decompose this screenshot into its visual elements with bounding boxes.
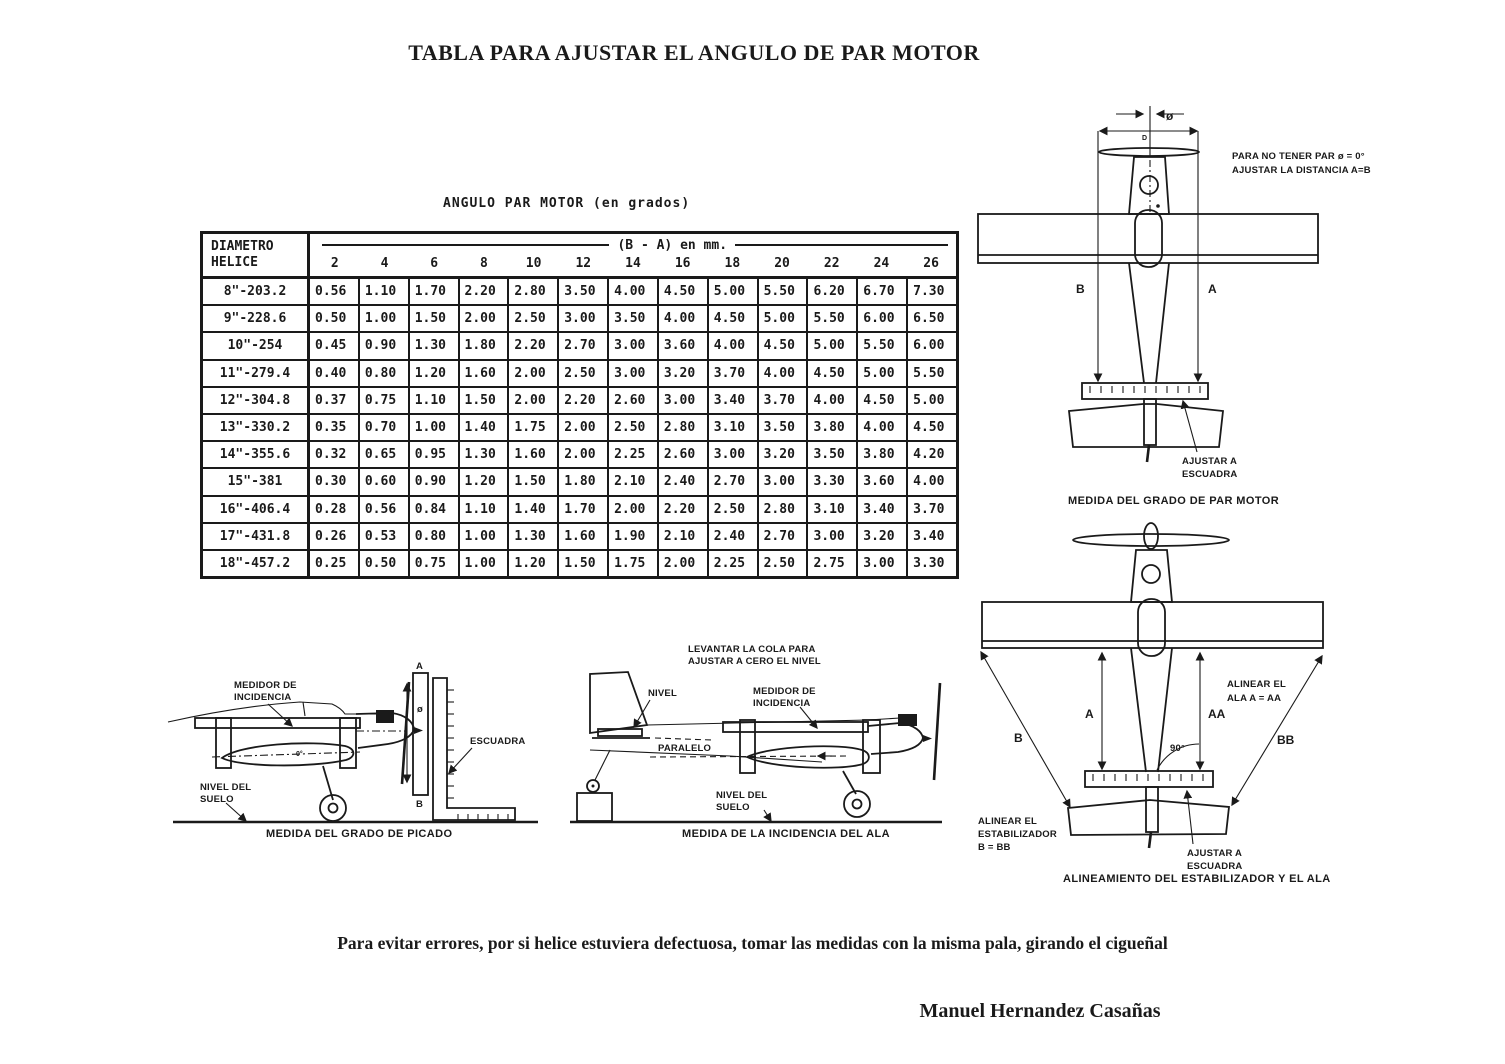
- table-cell: 0.53: [360, 524, 410, 549]
- table-cell: 2.00: [559, 415, 609, 440]
- table-cell: 2.00: [609, 497, 659, 522]
- table-cell: 1.00: [460, 551, 510, 576]
- table-cell: 1.75: [509, 415, 559, 440]
- table-cell: 2.25: [709, 551, 759, 576]
- table-cell: 3.00: [609, 333, 659, 358]
- table-cell: 3.10: [808, 497, 858, 522]
- table-cell: 0.65: [360, 442, 410, 467]
- table-cell: 2.00: [509, 361, 559, 386]
- align-stab-note-line3: B = BB: [978, 842, 1011, 853]
- zero-degree-label: 0°: [296, 751, 303, 758]
- table-cell: 2.80: [759, 497, 809, 522]
- author-signature: Manuel Hernandez Casañas: [919, 1000, 1161, 1022]
- table-row: [203, 442, 956, 469]
- table-cell: 1.50: [509, 469, 559, 494]
- table-row: [203, 415, 956, 442]
- table-cell: 2.70: [709, 469, 759, 494]
- torque-note-line1: PARA NO TENER PAR ø = 0°: [1232, 151, 1365, 162]
- table-cell: 0.95: [410, 442, 460, 467]
- row-header: 17"-431.8: [203, 524, 310, 549]
- row-header: 18"-457.2: [203, 551, 310, 576]
- phi-symbol: ø: [1166, 109, 1174, 123]
- table-cell: 1.10: [360, 279, 410, 304]
- table-cell: 0.80: [410, 524, 460, 549]
- table-cell: 2.75: [808, 551, 858, 576]
- table-cell: 4.50: [808, 361, 858, 386]
- table-cell: 1.30: [460, 442, 510, 467]
- table-cell: 2.80: [509, 279, 559, 304]
- table-cell: 0.50: [310, 306, 360, 331]
- align-stab-note-line1: ALINEAR EL: [978, 816, 1037, 827]
- table-cell: 6.20: [808, 279, 858, 304]
- table-cell: 5.50: [858, 333, 908, 358]
- table-cell: 4.20: [913, 447, 945, 463]
- label-a: A: [416, 661, 424, 672]
- table-cell: 1.20: [410, 361, 460, 386]
- incidence-meter-label-line2: INCIDENCIA: [234, 692, 292, 703]
- table-cell: 1.60: [509, 442, 559, 467]
- table-cell: 2.60: [659, 442, 709, 467]
- table-cell: 3.40: [709, 388, 759, 413]
- table-cell: 1.40: [509, 497, 559, 522]
- table-cell: 3.00: [808, 524, 858, 549]
- incidence-meter-label-line1: MEDIDOR DE: [753, 686, 816, 697]
- column-header: 10: [525, 256, 542, 271]
- ground-level-label-line2: SUELO: [200, 794, 234, 805]
- table-cell: 5.00: [709, 279, 759, 304]
- table-cell: 3.00: [559, 306, 609, 331]
- row-header: 12"-304.8: [203, 388, 310, 413]
- table-cell: 3.50: [559, 279, 609, 304]
- table-cell: 3.00: [858, 551, 908, 576]
- row-header: 9"-228.6: [203, 306, 310, 331]
- column-header: 14: [625, 256, 641, 271]
- table-cell: 5.00: [808, 333, 858, 358]
- table-cell: 2.10: [659, 524, 709, 549]
- row-header: 10"-254: [203, 333, 310, 358]
- table-cell: 1.50: [460, 388, 510, 413]
- table-row: [203, 333, 956, 360]
- adjust-square-line2: ESCUADRA: [1182, 469, 1238, 480]
- phi-symbol: ø: [417, 704, 424, 715]
- label-a: A: [1208, 282, 1217, 296]
- table-cell: 4.50: [659, 279, 709, 304]
- table-cell: 5.00: [759, 306, 809, 331]
- ruler-ticks: [1090, 386, 1200, 393]
- adjust-square-line1: AJUSTAR A: [1182, 456, 1238, 467]
- table-cell: 3.20: [858, 524, 908, 549]
- label-b: B: [1076, 282, 1085, 296]
- table-row: [203, 361, 956, 388]
- column-header: 2: [330, 256, 339, 271]
- align-stab-note-line2: ESTABILIZADOR: [978, 829, 1057, 840]
- table-cell: 2.40: [659, 469, 709, 494]
- column-header: 20: [774, 256, 790, 271]
- page-title: TABLA PARA AJUSTAR EL ANGULO DE PAR MOTOR: [408, 40, 980, 65]
- header-rule-left: [322, 244, 609, 246]
- ground-level-label-line1: NIVEL DEL: [200, 782, 252, 793]
- table-row: [203, 551, 956, 576]
- table-cell: 1.00: [410, 415, 460, 440]
- table-row: [203, 497, 956, 524]
- row-header-line1: DIAMETRO: [211, 239, 274, 254]
- table-cell: 3.50: [759, 415, 809, 440]
- table-header: [203, 234, 956, 279]
- table-cell: 3.60: [858, 469, 908, 494]
- header-rule-right: [735, 244, 948, 246]
- table-cell: 2.20: [559, 388, 609, 413]
- align-wing-note-line1: ALINEAR EL: [1227, 679, 1286, 690]
- table-cell: 5.50: [808, 306, 858, 331]
- table-cell: 2.50: [609, 415, 659, 440]
- row-header: 14"-355.6: [203, 442, 310, 467]
- label-b: B: [1014, 731, 1023, 745]
- table-cell: 2.20: [509, 333, 559, 358]
- column-headers-row: [310, 256, 956, 276]
- table-cell: 0.28: [310, 497, 360, 522]
- diagram-caption: MEDIDA DEL GRADO DE PICADO: [266, 828, 453, 840]
- table-cell: 1.50: [410, 306, 460, 331]
- table-cell: 1.90: [609, 524, 659, 549]
- table-cell: 2.00: [559, 442, 609, 467]
- table-cell: 5.00: [913, 392, 945, 408]
- square-label: ESCUADRA: [470, 736, 526, 747]
- table-row: [203, 469, 956, 496]
- table-cell: 2.00: [460, 306, 510, 331]
- row-header: 13"-330.2: [203, 415, 310, 440]
- align-wing-note-line2: ALA A = AA: [1227, 693, 1282, 704]
- table-cell: 0.75: [360, 388, 410, 413]
- lift-tail-note-line2: AJUSTAR A CERO EL NIVEL: [688, 656, 821, 667]
- table-cell: 3.30: [808, 469, 858, 494]
- column-header: 24: [873, 256, 890, 271]
- column-header: 26: [923, 256, 939, 271]
- table-cell: 0.40: [310, 361, 360, 386]
- table-cell: 3.00: [609, 361, 659, 386]
- table-cell: 0.30: [310, 469, 360, 494]
- table-cell: 6.00: [858, 306, 908, 331]
- ruler-ticks: [1093, 774, 1203, 781]
- table-cell: 2.50: [509, 306, 559, 331]
- table-cell: 0.84: [410, 497, 460, 522]
- table-cell: 2.40: [709, 524, 759, 549]
- table-cell: 0.50: [360, 551, 410, 576]
- diagram-caption: MEDIDA DEL GRADO DE PAR MOTOR: [1068, 495, 1280, 507]
- table-cell: 2.80: [659, 415, 709, 440]
- table-row: [203, 388, 956, 415]
- torque-angle-table: [200, 231, 959, 579]
- table-row: [203, 524, 956, 551]
- table-cell: 3.50: [808, 442, 858, 467]
- table-cell: 4.00: [913, 474, 945, 490]
- table-cell: 0.80: [360, 361, 410, 386]
- table-cell: 0.35: [310, 415, 360, 440]
- diagram-alineamiento: [960, 520, 1505, 910]
- incidence-meter-label-line2: INCIDENCIA: [753, 698, 811, 709]
- row-header: 11"-279.4: [203, 361, 310, 386]
- square-ticks: [447, 690, 508, 820]
- lift-tail-note-line1: LEVANTAR LA COLA PARA: [688, 644, 816, 655]
- table-cell: 5.00: [858, 361, 908, 386]
- column-header: 6: [430, 256, 439, 271]
- table-cell: 3.40: [913, 528, 945, 544]
- table-cell: 2.25: [609, 442, 659, 467]
- table-cell: 1.60: [559, 524, 609, 549]
- incidence-meter-label-line1: MEDIDOR DE: [234, 680, 297, 691]
- table-cell: 0.56: [360, 497, 410, 522]
- table-cell: 6.70: [858, 279, 908, 304]
- column-header: 18: [724, 256, 741, 271]
- adjust-square-line1: AJUSTAR A: [1187, 848, 1243, 859]
- table-cell: 2.20: [659, 497, 709, 522]
- table-cell: 1.10: [410, 388, 460, 413]
- diagram-incidencia: [570, 630, 990, 850]
- table-cell: 1.30: [410, 333, 460, 358]
- parallel-label: PARALELO: [658, 743, 712, 754]
- table-cell: 3.00: [659, 388, 709, 413]
- table-cell: 3.50: [609, 306, 659, 331]
- table-cell: 3.20: [659, 361, 709, 386]
- torque-note-line2: AJUSTAR LA DISTANCIA A=B: [1232, 165, 1371, 176]
- row-header-line2: HELICE: [211, 255, 258, 270]
- table-cell: 2.00: [509, 388, 559, 413]
- diagram-picado: [160, 640, 590, 855]
- row-header: 16"-406.4: [203, 497, 310, 522]
- table-cell: 0.37: [310, 388, 360, 413]
- footer-note: Para evitar errores, por si helice estuviera defectuosa, tomar las medidas con la misma pala, girando el cigueñal: [337, 933, 1168, 953]
- row-header-title: [203, 234, 310, 276]
- table-cell: 1.70: [559, 497, 609, 522]
- table-body: [203, 279, 956, 576]
- table-cell: 0.45: [310, 333, 360, 358]
- table-cell: 1.00: [460, 524, 510, 549]
- angle-90-label: 90°: [1170, 743, 1185, 754]
- table-cell: 3.70: [709, 361, 759, 386]
- table-cell: 2.70: [559, 333, 609, 358]
- table-cell: 1.00: [360, 306, 410, 331]
- table-cell: 1.50: [559, 551, 609, 576]
- table-cell: 3.10: [709, 415, 759, 440]
- table-cell: 4.00: [759, 361, 809, 386]
- table-cell: 3.70: [913, 501, 945, 517]
- table-cell: 3.80: [858, 442, 908, 467]
- ground-level-label-line1: NIVEL DEL: [716, 790, 768, 801]
- table-cell: 3.00: [709, 442, 759, 467]
- table-cell: 1.20: [460, 469, 510, 494]
- table-cell: 4.00: [609, 279, 659, 304]
- table-cell: 1.60: [460, 361, 510, 386]
- table-cell: 3.40: [858, 497, 908, 522]
- ground-level-label-line2: SUELO: [716, 802, 750, 813]
- table-cell: 7.30: [913, 284, 945, 300]
- table-cell: 0.56: [310, 279, 360, 304]
- table-cell: 3.20: [759, 442, 809, 467]
- table-cell: 4.00: [858, 415, 908, 440]
- table-cell: 0.32: [310, 442, 360, 467]
- table-cell: 2.00: [659, 551, 709, 576]
- column-header: 16: [674, 256, 691, 271]
- table-cell: 2.20: [460, 279, 510, 304]
- table-cell: 0.70: [360, 415, 410, 440]
- table-cell: 1.30: [509, 524, 559, 549]
- table-cell: 1.20: [509, 551, 559, 576]
- table-cell: 3.70: [759, 388, 809, 413]
- table-row: [203, 306, 956, 333]
- table-cell: 2.60: [609, 388, 659, 413]
- diagram-caption: MEDIDA DE LA INCIDENCIA DEL ALA: [682, 828, 890, 840]
- table-row: [203, 279, 956, 306]
- table-cell: 4.50: [759, 333, 809, 358]
- table-cell: 2.50: [559, 361, 609, 386]
- table-cell: 1.80: [559, 469, 609, 494]
- table-cell: 0.90: [360, 333, 410, 358]
- table-cell: 3.60: [659, 333, 709, 358]
- table-cell: 2.50: [759, 551, 809, 576]
- table-cell: 6.50: [913, 311, 945, 327]
- table-cell: 3.30: [913, 555, 945, 571]
- column-header: 8: [479, 256, 488, 271]
- table-cell: 4.00: [659, 306, 709, 331]
- table-cell: 1.80: [460, 333, 510, 358]
- table-cell: 0.90: [410, 469, 460, 494]
- table-cell: 4.00: [808, 388, 858, 413]
- diagram-caption: ALINEAMIENTO DEL ESTABILIZADOR Y EL ALA: [1063, 873, 1331, 885]
- table-cell: 0.60: [360, 469, 410, 494]
- row-header: 8"-203.2: [203, 279, 310, 304]
- adjust-square-line2: ESCUADRA: [1187, 861, 1243, 872]
- label-aa: AA: [1208, 707, 1226, 721]
- table-cell: 0.75: [410, 551, 460, 576]
- table-cell: 5.50: [913, 365, 945, 381]
- table-cell: 2.50: [709, 497, 759, 522]
- diameter-label: D: [1142, 135, 1148, 142]
- diagram-par-motor: [960, 100, 1505, 520]
- table-cell: 0.25: [310, 551, 360, 576]
- table-cell: 6.00: [913, 338, 945, 354]
- table-cell: 0.26: [310, 524, 360, 549]
- table-cell: 2.70: [759, 524, 809, 549]
- table-cell: 4.00: [709, 333, 759, 358]
- table-cell: 4.50: [709, 306, 759, 331]
- column-header: 12: [575, 256, 592, 271]
- label-bb: BB: [1277, 733, 1295, 747]
- label-b: B: [416, 799, 424, 810]
- table-cell: 4.50: [913, 420, 945, 436]
- table-cell: 2.10: [609, 469, 659, 494]
- table-cell: 1.75: [609, 551, 659, 576]
- column-header: 4: [380, 256, 389, 271]
- table-cell: 5.50: [759, 279, 809, 304]
- table-cell: 1.70: [410, 279, 460, 304]
- label-a: A: [1085, 707, 1094, 721]
- column-group: [310, 234, 956, 276]
- column-group-header: [310, 234, 956, 256]
- table-subtitle: ANGULO PAR MOTOR (en grados): [443, 196, 691, 211]
- table-cell: 1.10: [460, 497, 510, 522]
- level-label: NIVEL: [648, 688, 677, 699]
- column-header: 22: [823, 256, 840, 271]
- table-cell: 3.00: [759, 469, 809, 494]
- row-header: 15"-381: [203, 469, 310, 494]
- table-cell: 4.50: [858, 388, 908, 413]
- table-cell: 1.40: [460, 415, 510, 440]
- table-cell: 3.80: [808, 415, 858, 440]
- column-group-label: (B - A) en mm.: [617, 237, 728, 253]
